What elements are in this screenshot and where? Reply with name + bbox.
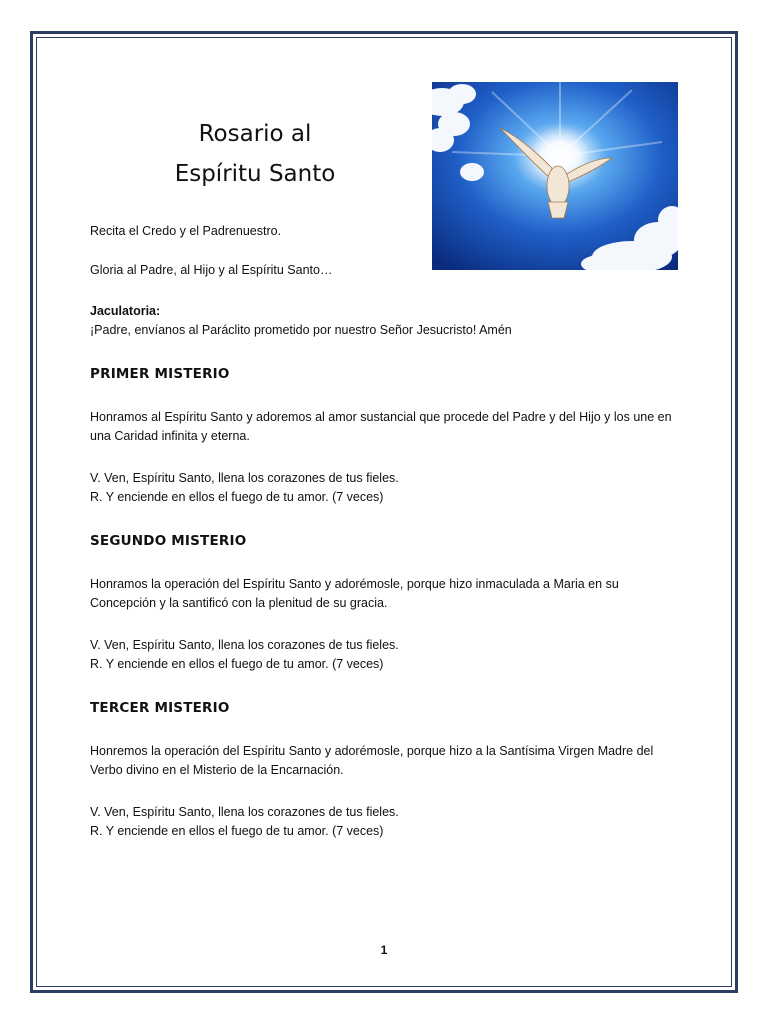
mystery-response: R. Y enciende en ellos el fuego de tu amor. (7 veces) [90, 824, 384, 838]
title-line-1: Rosario al [198, 121, 312, 147]
mystery-versicle: V. Ven, Espíritu Santo, llena los corazones de tus fieles. [90, 471, 399, 485]
title-line-2: Espíritu Santo [174, 161, 336, 187]
jaculatoria-label: Jaculatoria: [90, 304, 161, 318]
mystery-body: Honramos al Espíritu Santo y adoremos al amor sustancial que procede del Padre y del Hijo y los une en una Caridad infinita y eterna. [90, 410, 672, 443]
mystery-heading: TERCER MISTERIO [90, 700, 230, 716]
mystery-body: Honramos la operación del Espíritu Santo y adorémosle, porque hizo inmaculada a Maria en su Concepción y la santificó con la plenitud de su gracia. [90, 577, 619, 610]
mystery-versicle: V. Ven, Espíritu Santo, llena los corazones de tus fieles. [90, 638, 399, 652]
dove-in-sky-image [432, 82, 678, 270]
mystery-versicle: V. Ven, Espíritu Santo, llena los corazones de tus fieles. [90, 805, 399, 819]
intro-credo: Recita el Credo y el Padrenuestro. [90, 224, 282, 238]
mystery-response: R. Y enciende en ellos el fuego de tu amor. (7 veces) [90, 657, 384, 671]
page-number: 1 [380, 943, 388, 957]
jaculatoria-text: ¡Padre, envíanos al Paráclito prometido por nuestro Señor Jesucristo! Amén [90, 323, 512, 337]
mystery-body: Honremos la operación del Espíritu Santo y adorémosle, porque hizo a la Santísima Virgen Madre del Verbo divino en el Misterio de la Encarnación. [90, 744, 654, 777]
mystery-heading: SEGUNDO MISTERIO [90, 533, 247, 549]
document-title [130, 114, 380, 194]
mystery-response: R. Y enciende en ellos el fuego de tu amor. (7 veces) [90, 490, 384, 504]
intro-gloria: Gloria al Padre, al Hijo y al Espíritu Santo… [90, 263, 333, 277]
mystery-heading: PRIMER MISTERIO [90, 366, 230, 382]
